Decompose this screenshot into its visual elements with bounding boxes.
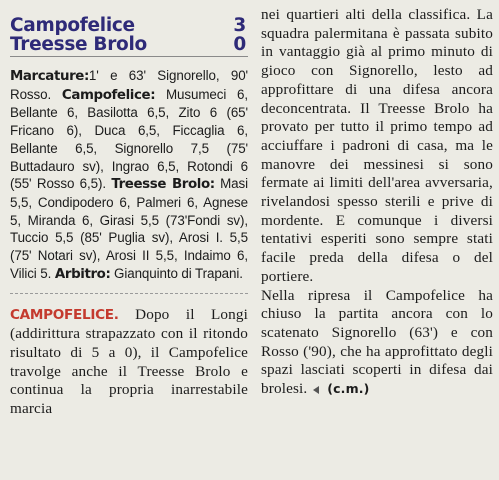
away-team-goals: 0 <box>233 34 246 55</box>
score-divider <box>10 56 248 57</box>
report-divider <box>10 293 248 294</box>
score-home-row <box>10 0 248 35</box>
marcature-text: 1' e 63' Signorello, 90' Rosso. <box>10 68 248 102</box>
home-team-goals: 3 <box>233 15 246 36</box>
treesse-lineup-label: Treesse Brolo: <box>111 177 215 193</box>
article-left-text: Dopo il Longi (addirittura strapazzato con il ritondo risultato di 5 a 0), il Campofelice travolge anche il Treesse Brolo e continua la propria inarrestabile marcia <box>10 306 248 417</box>
arrow-left-icon <box>313 386 319 394</box>
match-report-box <box>10 67 248 283</box>
score-away-row <box>10 35 248 54</box>
arbitro-text: Gianquinto di Trapani. <box>114 265 243 281</box>
author-signature: (c.m.) <box>327 381 370 397</box>
article-paragraph-continued: nei quartieri alti della classifica. La squadra palermitana è passata subito in vantaggio già al primo minuto di gioco con Signorello, lesto ad approfittare di una difesa ancora deconcentrata. Il Treesse Brolo ha provato per tutto il primo tempo ad acciuffare i padroni di casa, ma le manovre dei messinesi si sono fermate ai limiti dell'area avversaria, rivelandosi spesso sterili e prive di mordente. E comunque i diversi tentativi esperiti sono sempre stati facile preda della difesa o del portiere. <box>261 6 493 285</box>
marcature-label: Marcature: <box>10 69 89 84</box>
article-body-right <box>261 6 493 399</box>
home-team-name: Campofelice <box>10 15 135 36</box>
article-paragraph-second-half <box>261 287 493 399</box>
article-opening-paragraph <box>10 306 248 418</box>
article-body-left <box>10 306 248 418</box>
treesse-lineup-text: Masi 5,5, Condipodero 6, Palmeri 6, Agnese 5, Miranda 6, Girasi 5,5 (73'Fondi sv), Tuccio 5,5 (85' Puglia sv), Arosi I. 5,5 (75' Notari sv), Arosi II 5,5, Indaimo 6, Vilici 5. <box>10 176 248 281</box>
left-column <box>10 0 248 419</box>
article-second-half-text: Nella ripresa il Campofelice ha chiuso la partita ancora con lo scatenato Signorello (63') e con Rosso ('90), che ha approfittato degli spazi lasciati scoperti in difesa dai brolesi. <box>261 286 493 398</box>
campofelice-lineup-text: Musumeci 6, Bellante 6, Basilotta 6,5, Zito 6 (65' Fricano 6), Duca 6,5, Ficcaglia 6, Bellante 6,5, Signorello 7,5 (75' Buttadauro sv), Ingrao 6,5, Rotondi 6 (55' Rosso 6,5). <box>10 86 249 192</box>
arbitro-label: Arbitro: <box>54 266 111 282</box>
campofelice-lineup-label: Campofelice: <box>61 87 156 103</box>
away-team-name: Treesse Brolo <box>10 34 147 55</box>
right-column <box>261 0 493 399</box>
article-kicker: CAMPOFELICE. <box>10 307 119 324</box>
